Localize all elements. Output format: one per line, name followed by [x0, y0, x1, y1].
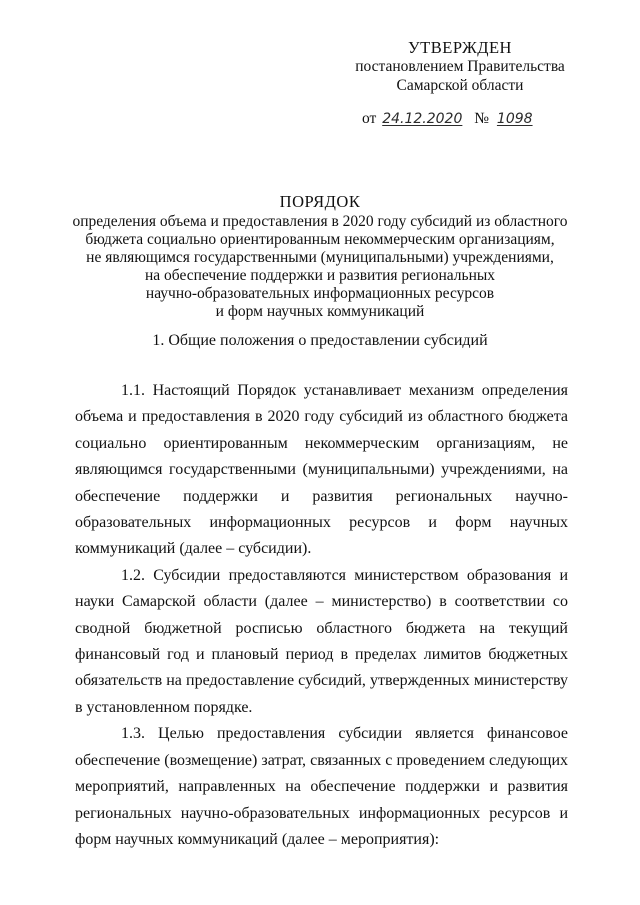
- title-line: на обеспечение поддержки и развития региональных: [144, 267, 496, 284]
- document-body: [75, 378, 568, 853]
- title-line: и форм научных коммуникаций: [215, 303, 425, 320]
- number-label: №: [474, 110, 490, 127]
- paragraph-1-3: 1.3. Целью предоставления субсидии является финансовое обеспечение (возмещение) затрат, связанных с проведением следующих мероприятий, направленных на обеспечение поддержки и развития региональных научно-образовательных информационных ресурсов и форм научных коммуникаций (далее – мероприятия):: [75, 725, 568, 848]
- document-heading: ПОРЯДОК: [279, 192, 361, 211]
- date-prefix: от: [362, 110, 377, 127]
- resolution-date: 24.12.2020: [382, 111, 463, 127]
- resolution-number: 1098: [496, 111, 533, 127]
- document-title: [70, 193, 570, 321]
- title-line: не являющимся государственными (муниципальными) учреждениями,: [86, 249, 554, 266]
- paragraph-1-1: 1.1. Настоящий Порядок устанавливает механизм определения объема и предоставления в 2020 году субсидий из областного бюджета социально ориентированным некоммерческим организациям, не являющимся государственными (муниципальными) учреждениями, на обеспечение поддержки и развития региональных научно-образовательных информационных ресурсов и форм научных коммуникаций (далее – субсидии).: [75, 382, 568, 558]
- title-line: научно-образовательных информационных ресурсов: [145, 285, 495, 302]
- title-line: бюджета социально ориентированным некоммерческим организациям,: [85, 231, 555, 248]
- section-heading: 1. Общие положения о предоставлении субсидий: [152, 332, 488, 349]
- approval-line-1: постановлением Правительства: [355, 58, 565, 75]
- title-line: определения объема и предоставления в 2020 году субсидий из областного: [72, 213, 568, 230]
- paragraph-1-2: 1.2. Субсидии предоставляются министерством образования и науки Самарской области (далее – министерство) в соответствии со сводной бюджетной росписью областного бюджета на текущий финансовый год и плановый период в пределах лимитов бюджетных обязательств на предоставление субсидий, утвержденных министерству в установленном порядке.: [75, 566, 568, 716]
- approval-title: УТВЕРЖДЕН: [408, 38, 512, 57]
- resolution-date-line: [362, 110, 539, 128]
- approval-block: [340, 38, 580, 95]
- approval-line-2: Самарской области: [396, 77, 524, 94]
